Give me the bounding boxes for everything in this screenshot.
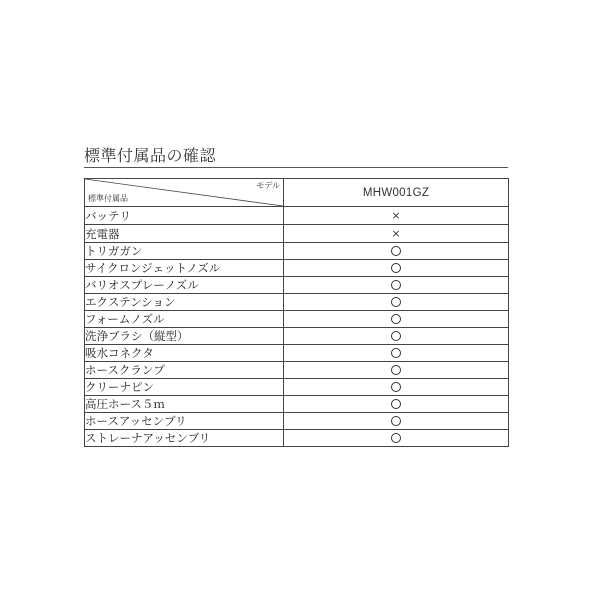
included-mark-cell — [284, 328, 509, 345]
accessory-name: バリオスプレーノズル — [85, 277, 284, 294]
included-mark-cell — [284, 294, 509, 311]
included-mark-cell — [284, 311, 509, 328]
table-row — [85, 430, 509, 447]
table-row — [85, 311, 509, 328]
circle-icon — [391, 433, 401, 443]
accessory-name: バッテリ — [85, 207, 284, 225]
included-mark-cell — [284, 277, 509, 294]
accessory-name: ホースクランプ — [85, 362, 284, 379]
accessory-name: 充電器 — [85, 225, 284, 243]
accessory-name: サイクロンジェットノズル — [85, 260, 284, 277]
included-mark-cell — [284, 225, 509, 243]
accessory-table-body — [85, 179, 509, 447]
model-column-label: モデル — [256, 181, 280, 190]
circle-icon — [391, 246, 401, 256]
accessory-name: ストレーナアッセンブリ — [85, 430, 284, 447]
included-mark-cell — [284, 362, 509, 379]
included-mark-cell — [284, 396, 509, 413]
table-row — [85, 362, 509, 379]
table-header-row — [85, 179, 509, 207]
circle-icon — [391, 297, 401, 307]
accessory-name: トリガガン — [85, 243, 284, 260]
table-row — [85, 243, 509, 260]
table-row — [85, 277, 509, 294]
table-row — [85, 207, 509, 225]
circle-icon — [391, 314, 401, 324]
included-mark-cell — [284, 413, 509, 430]
included-mark-cell — [284, 345, 509, 362]
circle-icon — [391, 348, 401, 358]
item-column-label: 標準付属品 — [88, 194, 128, 203]
circle-icon — [391, 365, 401, 375]
accessory-name: クリーナピン — [85, 379, 284, 396]
circle-icon — [391, 416, 401, 426]
included-mark-cell — [284, 430, 509, 447]
table-row — [85, 225, 509, 243]
accessory-name: 吸水コネクタ — [85, 345, 284, 362]
accessory-name: ホースアッセンブリ — [85, 413, 284, 430]
table-row — [85, 413, 509, 430]
table-row — [85, 260, 509, 277]
cross-icon: × — [391, 209, 401, 222]
table-row — [85, 379, 509, 396]
table-row — [85, 294, 509, 311]
circle-icon — [391, 263, 401, 273]
header-diagonal-cell — [85, 179, 284, 207]
circle-icon — [391, 331, 401, 341]
included-mark-cell — [284, 260, 509, 277]
accessory-name: エクステンション — [85, 294, 284, 311]
title-underline — [84, 167, 508, 168]
included-mark-cell — [284, 243, 509, 260]
cross-icon: × — [391, 227, 401, 240]
accessory-table — [84, 178, 509, 447]
circle-icon — [391, 382, 401, 392]
accessory-name: 洗浄ブラシ（縦型） — [85, 328, 284, 345]
table-row — [85, 328, 509, 345]
accessory-name: 高圧ホース５ｍ — [85, 396, 284, 413]
circle-icon — [391, 399, 401, 409]
accessory-name: フォームノズル — [85, 311, 284, 328]
model-name-header: MHW001GZ — [284, 179, 509, 207]
included-mark-cell — [284, 207, 509, 225]
circle-icon — [391, 280, 401, 290]
included-mark-cell — [284, 379, 509, 396]
page-title: 標準付属品の確認 — [84, 146, 217, 165]
table-row — [85, 345, 509, 362]
table-row — [85, 396, 509, 413]
